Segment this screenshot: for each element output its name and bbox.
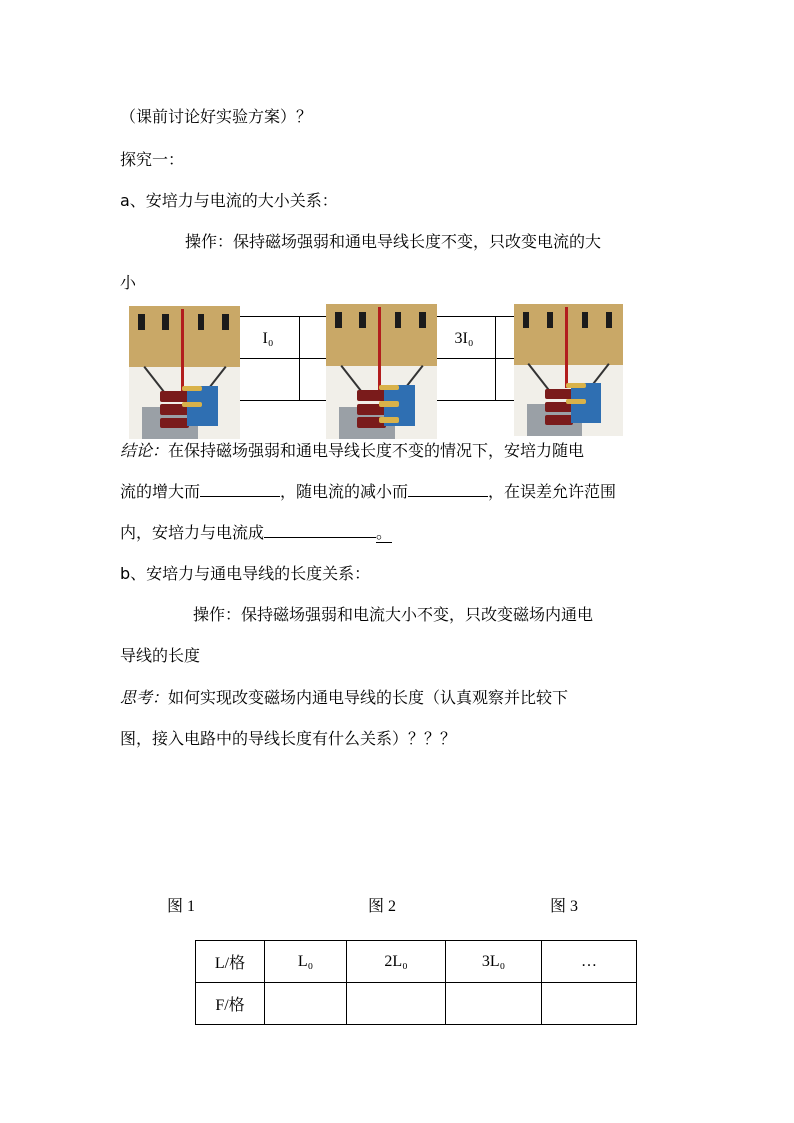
table-cell: 3I₀ — [433, 317, 496, 359]
conclusion-text: 在保持磁场强弱和通电导线长度不变的情况下，安培力随电 — [168, 441, 585, 460]
table-cell — [300, 317, 329, 359]
current-table — [236, 316, 329, 401]
table-cell: … — [542, 941, 637, 983]
table-cell[interactable] — [446, 983, 542, 1025]
table-row — [196, 941, 637, 983]
blank-relation[interactable] — [264, 523, 376, 538]
conclusion-line-2 — [120, 482, 616, 502]
table-cell: 2L₀ — [347, 941, 446, 983]
experiment-photo-3 — [514, 304, 623, 436]
figure-label-2: 图 2 — [368, 898, 397, 915]
table-row — [196, 983, 637, 1025]
conclusion-text: ，随电流的减小而 — [280, 482, 409, 501]
table-cell — [433, 359, 496, 401]
experiment-photo-1 — [129, 306, 240, 439]
section-a-operation-cont: 小 — [120, 273, 137, 292]
current-table-right — [432, 316, 517, 401]
section-b-operation-cont: 导线的长度 — [120, 646, 201, 665]
inquiry-heading: 探究一： — [120, 150, 185, 169]
blank-decrease[interactable] — [408, 482, 488, 497]
section-b-title: b、安培力与通电导线的长度关系： — [120, 564, 371, 583]
intro-text: （课前讨论好实验方案）？ — [120, 107, 313, 126]
table-cell — [237, 359, 300, 401]
think-line-1 — [120, 688, 568, 708]
table-cell — [300, 359, 329, 401]
think-text: 如何实现改变磁场内通电导线的长度（认真观察并比较下 — [168, 688, 569, 707]
table-cell: I₀ — [237, 317, 300, 359]
figure-label-3: 图 3 — [550, 898, 579, 915]
length-table — [195, 940, 637, 1025]
conclusion-text: 流的增大而 — [120, 482, 201, 501]
conclusion-line-1 — [120, 441, 584, 461]
conclusion-text: ，在误差允许范围 — [488, 482, 617, 501]
conclusion-text: 内，安培力与电流成 — [120, 523, 265, 542]
table-cell: L₀ — [265, 941, 347, 983]
table-cell: 3L₀ — [446, 941, 542, 983]
think-label: 思考： — [120, 688, 169, 707]
table-cell[interactable] — [542, 983, 637, 1025]
experiment-photo-2 — [326, 304, 437, 439]
table-cell[interactable] — [265, 983, 347, 1025]
section-a-title: a、安培力与电流的大小关系： — [120, 191, 338, 210]
conclusion-text: 。 — [376, 523, 393, 542]
conclusion-label: 结论： — [120, 441, 169, 460]
think-line-2: 图，接入电路中的导线长度有什么关系）？？？ — [120, 729, 457, 748]
section-a-operation: 操作：保持磁场强弱和通电导线长度不变，只改变电流的大 — [185, 232, 602, 251]
blank-increase[interactable] — [200, 482, 280, 497]
table-cell: F/格 — [196, 983, 265, 1025]
table-cell: L/格 — [196, 941, 265, 983]
section-b-operation: 操作：保持磁场强弱和电流大小不变，只改变磁场内通电 — [193, 605, 594, 624]
table-cell[interactable] — [347, 983, 446, 1025]
figure-label-1: 图 1 — [167, 898, 196, 915]
conclusion-line-3 — [120, 523, 392, 543]
